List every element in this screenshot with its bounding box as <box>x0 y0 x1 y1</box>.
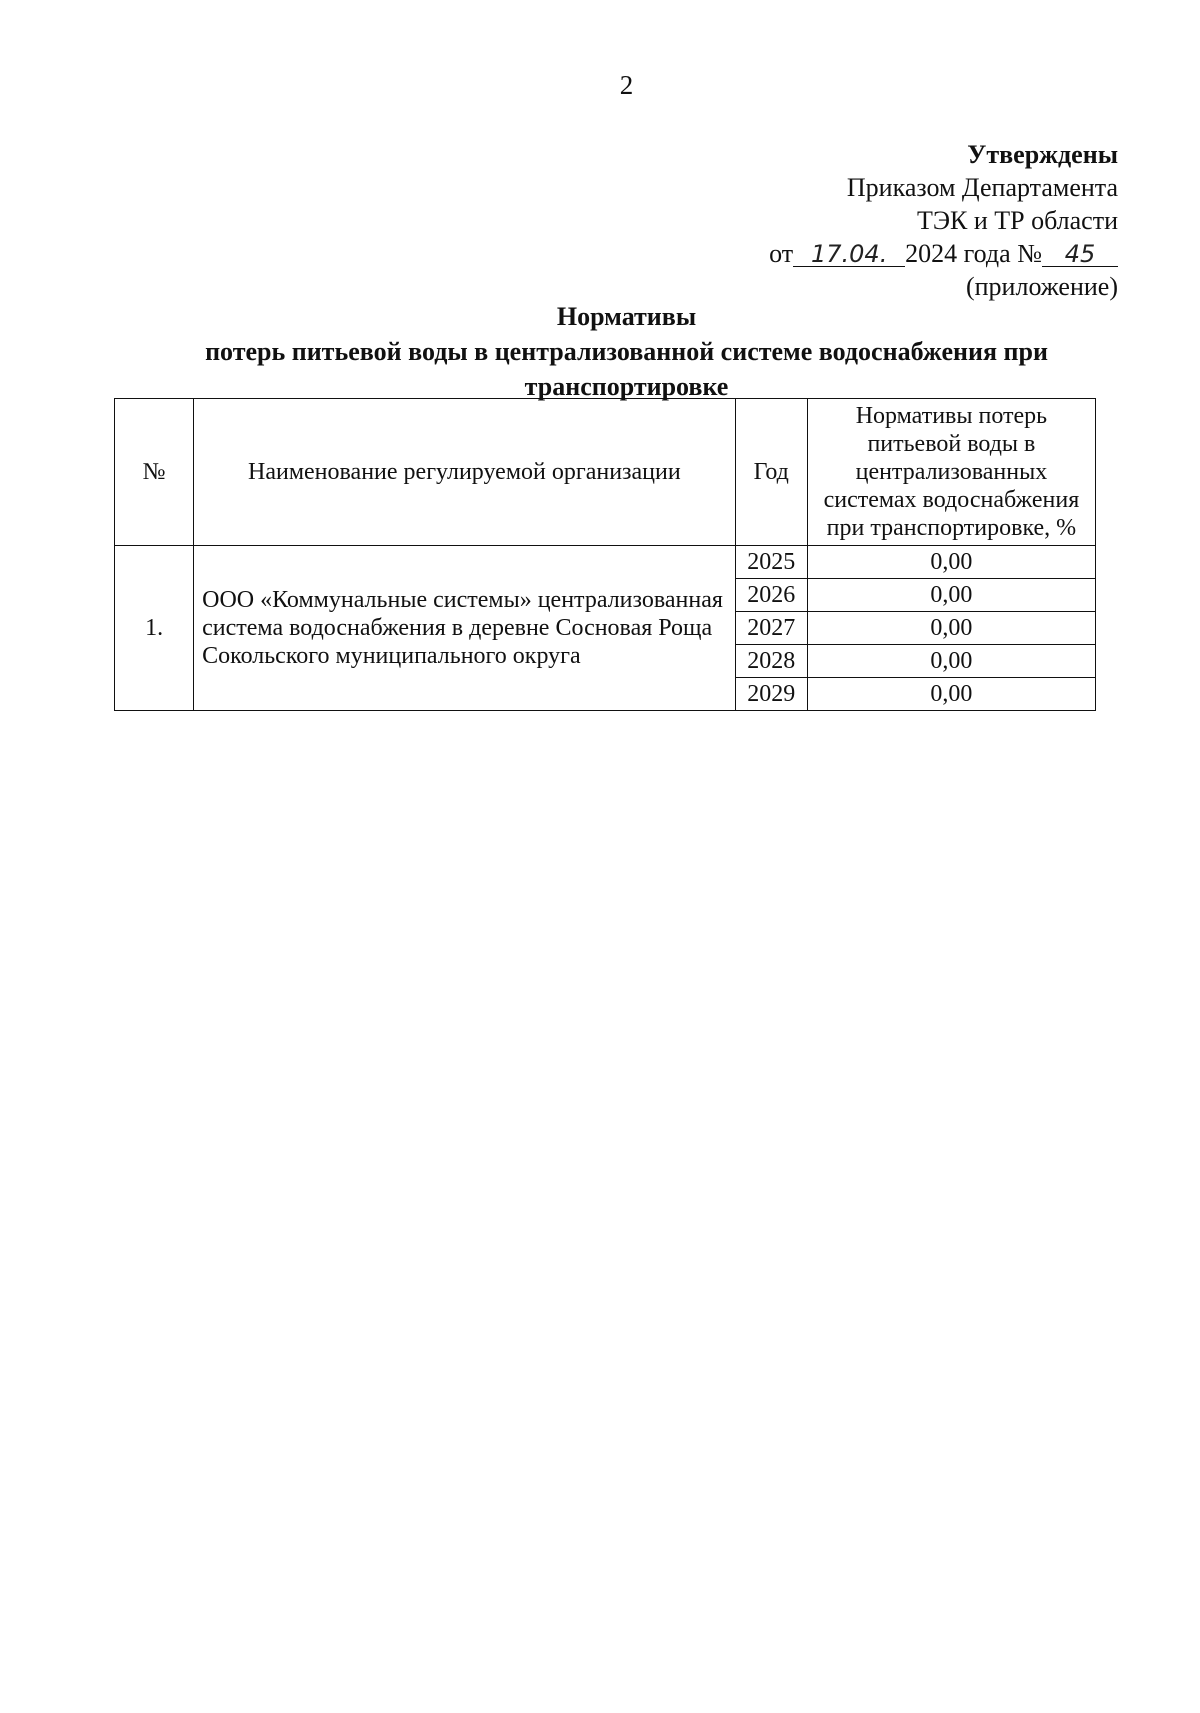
row-organization: ООО «Коммунальные системы» централизованная система водоснабжения в деревне Сосновая Роща Сокольского муниципального округа <box>194 546 735 711</box>
row-value: 0,00 <box>807 645 1095 678</box>
table-header-row <box>115 399 1096 546</box>
row-value: 0,00 <box>807 546 1095 579</box>
title-line-1: Нормативы <box>556 302 697 331</box>
row-value: 0,00 <box>807 612 1095 645</box>
title-line-3: транспортировке <box>524 372 729 401</box>
row-value: 0,00 <box>807 579 1095 612</box>
header-year: Год <box>735 399 807 546</box>
row-year: 2029 <box>735 678 807 711</box>
title-line-2: потерь питьевой воды в централизованной системе водоснабжения при <box>205 337 1048 366</box>
approval-block <box>769 138 1118 303</box>
page-number: 2 <box>619 70 634 100</box>
norms-table <box>114 398 1096 711</box>
approval-title: Утверждены <box>967 140 1118 169</box>
row-year: 2026 <box>735 579 807 612</box>
order-line <box>769 237 1118 270</box>
order-prefix: от <box>769 239 794 268</box>
order-year-text: 2024 года № <box>905 239 1042 268</box>
row-year: 2028 <box>735 645 807 678</box>
row-number: 1. <box>115 546 194 711</box>
approval-line-1: Приказом Департамента <box>846 173 1118 202</box>
header-organization: Наименование регулируемой организации <box>194 399 735 546</box>
order-date-handwritten: 17.04. <box>793 242 905 267</box>
row-year: 2025 <box>735 546 807 579</box>
header-norm: Нормативы потерь питьевой воды в централизованных системах водоснабжения при транспортировке, % <box>807 399 1095 546</box>
approval-line-2: ТЭК и ТР области <box>916 206 1118 235</box>
table-row <box>115 546 1096 579</box>
row-year: 2027 <box>735 612 807 645</box>
header-number: № <box>115 399 194 546</box>
document-title <box>0 299 1200 404</box>
approval-note: (приложение) <box>965 272 1118 301</box>
order-number-handwritten: 45 <box>1042 242 1118 267</box>
row-value: 0,00 <box>807 678 1095 711</box>
